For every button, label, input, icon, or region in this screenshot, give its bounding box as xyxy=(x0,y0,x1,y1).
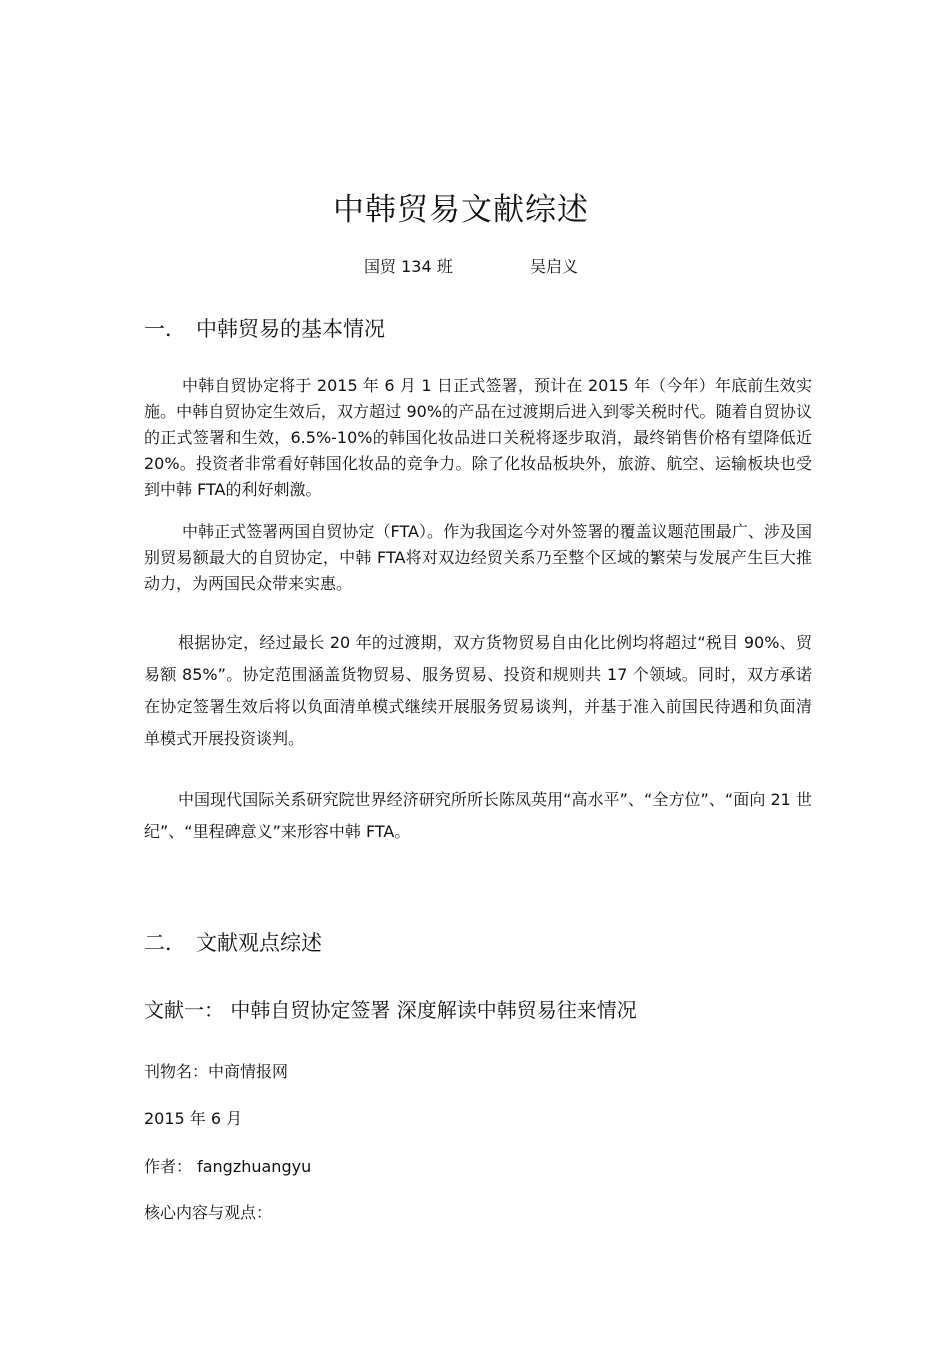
section-2-heading xyxy=(144,927,322,957)
literature-1-author: 作者： fangzhuangyu xyxy=(144,1157,312,1176)
section-2-title: 文献观点综述 xyxy=(196,931,322,955)
document-title: 中韩贸易文献综述 xyxy=(333,192,589,228)
paragraph-2: 中韩正式签署两国自贸协定（FTA）。作为我国迄今对外签署的覆盖议题范围最广、涉及国别贸易额最大的自贸协定，中韩 FTA将对双边经贸关系乃至整个区域的繁荣与发展产生巨大推动力，为两国民众带来实惠。 xyxy=(144,522,812,593)
paragraph-1: 中韩自贸协定将于 2015 年 6 月 1 日正式签署，预计在 2015 年（今年）年底前生效实施。中韩自贸协定生效后，双方超过 90%的产品在过渡期后进入到零关税时代。随着自贸协议的正式签署和生效，6.5%-10%的韩国化妆品进口关税将逐步取消，最终销售价格有望降低近 20%。投资者非常看好韩国化妆品的竞争力。除了化妆品板块外，旅游、航空、运输板块也受到中韩 FTA的利好刺激。 xyxy=(144,376,812,499)
paragraph-3: 根据协定，经过最长 20 年的过渡期，双方货物贸易自由化比例均将超过“税目 90%、贸易额 85%”。协定范围涵盖货物贸易、服务贸易、投资和规则共 17 个领域。同时，双方承诺在协定签署生效后将以负面清单模式继续开展服务贸易谈判，并基于准入前国民待遇和负面清单模式开展投资谈判。 xyxy=(144,633,812,748)
section-1-heading xyxy=(144,313,385,343)
paragraph-4: 中国现代国际关系研究院世界经济研究所所长陈凤英用“高水平”、“全方位”、“面向 21 世纪”、“里程碑意义”来形容中韩 FTA。 xyxy=(144,790,812,841)
literature-1-core-label: 核心内容与观点： xyxy=(144,1203,273,1222)
section-1-number: 一． xyxy=(144,317,186,341)
literature-1-journal: 刊物名：中商情报网 xyxy=(144,1062,289,1081)
literature-1-date: 2015 年 6 月 xyxy=(144,1109,243,1128)
class-name: 国贸 134 班 xyxy=(364,257,453,276)
section-2-number: 二． xyxy=(144,931,186,955)
literature-1-title: 文献一： 中韩自贸协定签署 深度解读中韩贸易往来情况 xyxy=(144,998,637,1022)
author-name: 吴启义 xyxy=(530,257,579,276)
section-1-title: 中韩贸易的基本情况 xyxy=(196,317,385,341)
